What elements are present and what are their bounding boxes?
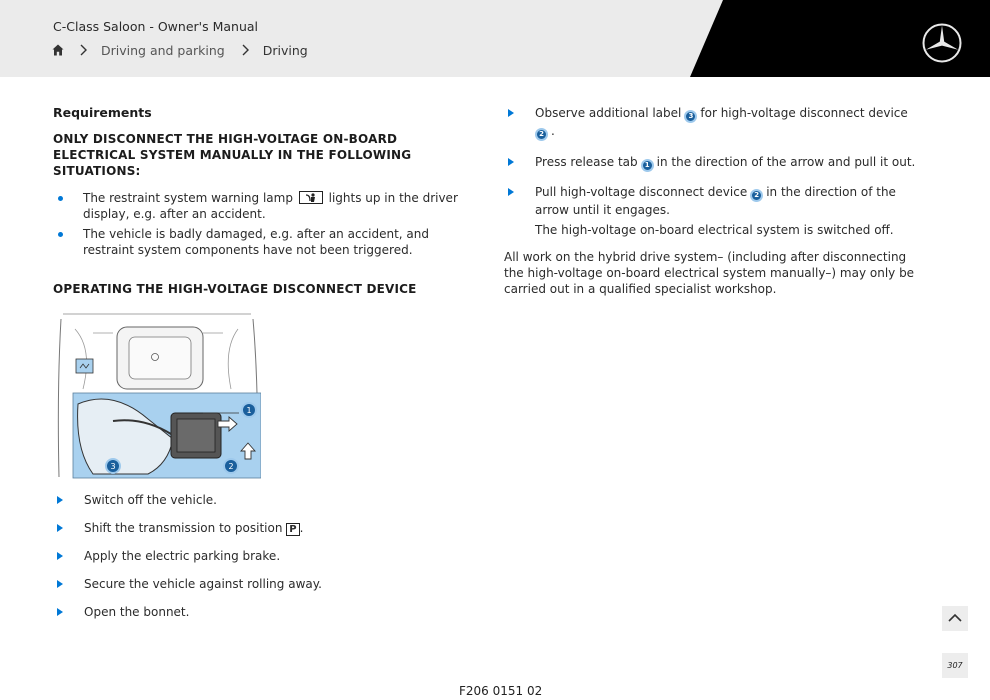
step-arrow-icon: [57, 580, 63, 588]
chevron-right-icon: [78, 44, 88, 56]
mercedes-star-logo: [921, 22, 963, 64]
left-column: [53, 105, 473, 632]
step-result: The high-voltage on-board electrical system is switched off.: [535, 223, 894, 237]
scroll-to-top-button[interactable]: [942, 606, 968, 631]
step-arrow-icon: [57, 524, 63, 532]
section-heading: OPERATING THE HIGH-VOLTAGE DISCONNECT DEVICE: [53, 282, 417, 296]
callout-1-label: 1: [246, 406, 252, 415]
right-column: [504, 105, 920, 297]
restraint-warning-lamp-icon: [299, 191, 323, 204]
list-item: Press release tab 1 in the direction of the arrow and pull it out.: [504, 154, 920, 172]
list-item: Open the bonnet.: [53, 604, 473, 632]
breadcrumb-link-driving-and-parking[interactable]: Driving and parking: [101, 42, 225, 58]
breadcrumb: [52, 42, 308, 58]
step-arrow-icon: [57, 552, 63, 560]
list-item: The vehicle is badly damaged, e.g. after an accident, and restraint system components have not been triggered.: [53, 226, 473, 258]
situations-heading: ONLY DISCONNECT THE HIGH-VOLTAGE ON-BOARD ELECTRICAL SYSTEM MANUALLY IN THE FOLLOWING SITUATIONS:: [53, 132, 412, 178]
list-item: Switch off the vehicle.: [53, 492, 473, 520]
callout-badge: 2: [750, 189, 763, 202]
manual-title: C-Class Saloon - Owner's Manual: [53, 19, 258, 34]
callout-3-label: 3: [110, 462, 116, 471]
park-position-icon: P: [286, 523, 299, 536]
step-arrow-icon: [57, 608, 63, 616]
engine-bay-illustration: [53, 309, 261, 479]
step-arrow-icon: [508, 158, 514, 166]
workshop-note: All work on the hybrid drive system– (including after disconnecting the high-voltage on-board electrical system manually–) may only be carried out in a qualified specialist workshop.: [504, 250, 915, 296]
callout-badge: 1: [641, 159, 654, 172]
chevron-right-icon: [240, 44, 250, 56]
list-item: Secure the vehicle against rolling away.: [53, 576, 473, 604]
home-icon[interactable]: [52, 44, 64, 56]
breadcrumb-current-driving: Driving: [262, 42, 308, 58]
disconnect-steps: [504, 105, 920, 218]
callout-badge: 3: [684, 110, 697, 123]
callout-2-label: 2: [228, 462, 234, 471]
figure-reference: F206 0151 02: [459, 684, 543, 698]
situations-list: [53, 190, 473, 258]
list-item: Observe additional label 3 for high-voltage disconnect device 2 .: [504, 105, 920, 141]
page-header: [0, 0, 990, 77]
preparation-steps: [53, 492, 473, 632]
step-arrow-icon: [508, 188, 514, 196]
chevron-up-icon: [942, 606, 968, 631]
list-item: Pull high-voltage disconnect device 2 in the direction of the arrow until it engages.: [504, 184, 920, 218]
list-item: The restraint system warning lamp lights up in the driver display, e.g. after an accident.: [53, 190, 473, 222]
requirements-label: Requirements: [53, 105, 152, 120]
list-item: Apply the electric parking brake.: [53, 548, 473, 576]
step-arrow-icon: [508, 109, 514, 117]
step-arrow-icon: [57, 496, 63, 504]
page-number-button[interactable]: 307: [942, 653, 968, 678]
list-item: Shift the transmission to position P .: [53, 520, 473, 548]
callout-badge: 2: [535, 128, 548, 141]
